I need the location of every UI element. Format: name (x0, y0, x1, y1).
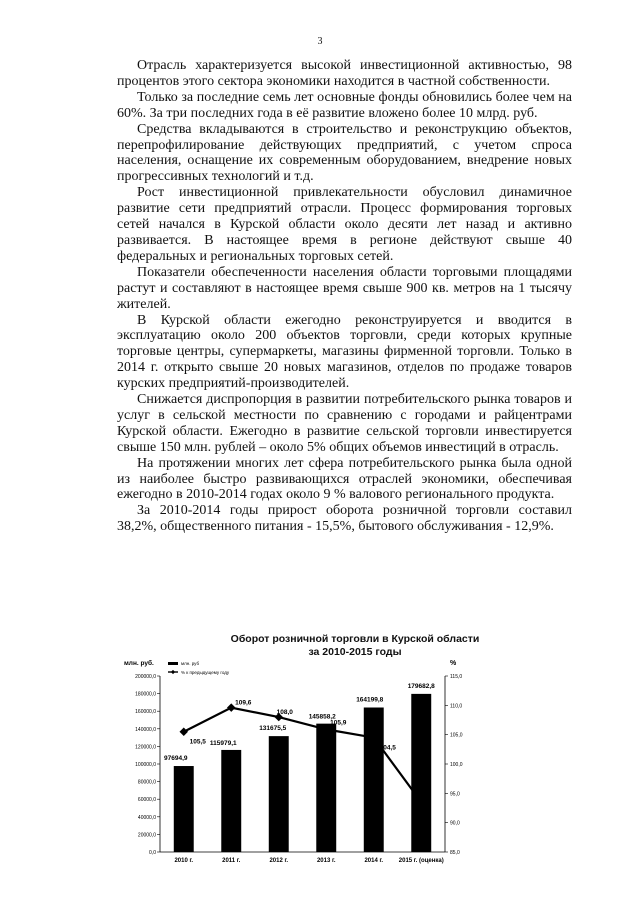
paragraph: Снижается диспропорция в развитии потребительского рынка товаров и услуг в сельской местности по сравнению с городами и райцентрами Курской области. Ежегодно в развитие сельской торговли инвестируется свыше 150 млн. рублей – около 5% общих объемов инвестиций в отрасль. (117, 392, 572, 455)
legend-marker (171, 670, 175, 674)
y-tick-label: 140000,0 (135, 726, 156, 733)
y-tick-label: 40000,0 (137, 814, 156, 821)
legend-label-bar: млн. руб (181, 661, 200, 666)
y-tick-label: 100000,0 (135, 762, 156, 768)
bar-value-label: 97694,9 (164, 755, 188, 763)
x-tick-label: 2011 г. (222, 858, 241, 864)
line-value-label: 104,5 (379, 744, 396, 752)
bar (316, 724, 336, 852)
y-axis-label: млн. руб. (124, 660, 154, 667)
y2-tick-label: 95,0 (450, 791, 460, 798)
x-tick-label: 2014 г. (364, 858, 384, 864)
percent-line (184, 708, 422, 802)
paragraph: Рост инвестиционной привлекательности обусловил динамичное развитие сети предприятий отрасли. Процесс формирования торговых сетей начался в Курской области около десяти лет назад и активно развивается. В настоящее время в регионе действуют свыше 40 федеральных и региональных торговых сетей. (117, 185, 572, 264)
page-number: 3 (317, 36, 323, 47)
line-value-label: 105,5 (189, 738, 206, 746)
line-point (180, 727, 188, 735)
legend-swatch-bar (168, 662, 178, 665)
bar (411, 694, 431, 852)
y2-tick-label: 90,0 (450, 820, 460, 827)
paragraph: Средства вкладываются в строительство и реконструкцию объектов, перепрофилирование действующих предприятий, с учетом спроса населения, оснащение их современным оборудованием, внедрение новых прогрессивных технологий и т.д. (117, 121, 572, 185)
y-tick-label: 20000,0 (137, 832, 156, 839)
paragraph: За 2010-2014 годы прирост оборота розничной торговли составил 38,2%, общественного питания - 15,5%, бытового обслуживания - 12,9%. (117, 503, 572, 535)
y-tick-label: 60000,0 (137, 797, 156, 804)
y-tick-label: 200000,0 (135, 674, 156, 680)
line-value-label: 109,6 (235, 699, 252, 707)
y2-tick-label: 115,0 (450, 674, 463, 680)
line-value-label: 105,9 (330, 719, 347, 727)
bar-value-label: 131675,5 (259, 725, 287, 733)
chart-subtitle: за 2010-2015 годы (308, 646, 402, 658)
y-tick-label: 120000,0 (135, 744, 156, 751)
bar (174, 766, 194, 852)
bar-value-label: 115979,1 (209, 739, 237, 747)
x-tick-label: 2010 г. (174, 858, 194, 864)
chart-title: Оборот розничной торговли в Курской области (230, 633, 480, 645)
x-tick-label: 2015 г. (оценка) (398, 858, 444, 864)
line-value-label: 93,5 (416, 809, 430, 817)
y2-tick-label: 85,0 (450, 850, 460, 856)
body-text (117, 58, 572, 535)
legend-label-line: % к предыдущему году (181, 670, 230, 675)
y-tick-label: 80000,0 (137, 779, 156, 786)
paragraph: На протяжении многих лет сфера потребительского рынка была одной из наиболее быстро развивающихся отраслей экономики, обеспечивая ежегодно в 2010-2014 годах около 9 % валового регионального продукта. (117, 455, 572, 503)
paragraph: В Курской области ежегодно реконструируется и вводится в эксплуатацию около 200 объектов торговли, среди которых крупные торговые центры, супермаркеты, магазины фирменной торговли. Только в 2014 г. открыто свыше 20 новых магазинов, отделов по продаже товаров курских предприятий-производителей. (117, 312, 572, 392)
bar-value-label: 145858,2 (308, 713, 336, 721)
bar (221, 750, 241, 852)
x-tick-label: 2013 г. (316, 858, 336, 864)
paragraph: Отрасль характеризуется высокой инвестиционной активностью, 98 процентов этого сектора экономики находится в частной собственности. (117, 58, 572, 89)
y-tick-label: 180000,0 (135, 691, 156, 698)
y2-tick-label: 110,0 (450, 703, 463, 710)
bar (269, 736, 289, 852)
y2-axis-label: % (450, 660, 457, 667)
bar-value-label: 179682,8 (407, 682, 435, 690)
y2-tick-label: 100,0 (450, 762, 463, 768)
bar (364, 708, 384, 852)
y2-tick-label: 105,0 (450, 732, 463, 739)
paragraph: Показатели обеспеченности населения области торговыми площадями растут и составляют в настоящее время свыше 900 кв. метров на 1 тысячу жителей. (117, 264, 572, 312)
paragraph: Только за последние семь лет основные фонды обновились более чем на 60%. За три последних года в её развитие вложено более 10 млрд. руб. (117, 89, 572, 121)
retail-turnover-chart (118, 656, 488, 870)
y-tick-label: 160000,0 (135, 709, 156, 716)
bar-value-label: 164199,8 (356, 696, 384, 704)
x-tick-label: 2012 г. (269, 858, 289, 864)
y-tick-label: 0,0 (149, 850, 156, 856)
line-value-label: 108,0 (276, 709, 293, 717)
